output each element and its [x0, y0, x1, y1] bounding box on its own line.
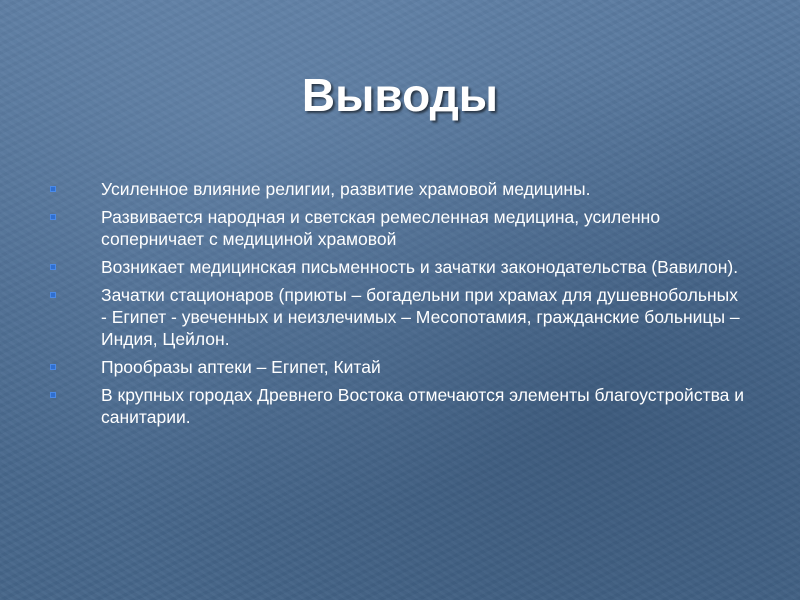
bullet-item	[48, 178, 748, 200]
slide-title: Выводы	[301, 69, 499, 121]
bullet-text: В крупных городах Древнего Востока отмечаются элементы благоустройства и санитарии.	[101, 385, 745, 427]
square-bullet-icon	[50, 364, 56, 370]
bullet-text: Прообразы аптеки – Египет, Китай	[101, 357, 381, 377]
bullet-text: Возникает медицинская письменность и зачатки законодательства (Вавилон).	[101, 257, 739, 277]
bullet-item	[48, 206, 748, 250]
square-bullet-icon	[50, 186, 56, 192]
bullet-item	[48, 284, 748, 350]
square-bullet-icon	[50, 214, 56, 220]
bullet-item	[48, 356, 748, 378]
square-bullet-icon	[50, 392, 56, 398]
bullet-item	[48, 256, 748, 278]
bullet-text: Усиленное влияние религии, развитие храмовой медицины.	[101, 179, 591, 199]
square-bullet-icon	[50, 264, 56, 270]
bullet-item	[48, 384, 748, 428]
bullet-text: Зачатки стационаров (приюты – богадельни при храмах для душевнобольных - Египет - увеченных и неизлечимых – Месопотамия, гражданские больницы – Индия, Цейлон.	[101, 285, 740, 349]
bullet-text: Развивается народная и светская ремесленная медицина, усиленно соперничает с медициной храмовой	[101, 207, 661, 249]
bullet-list	[48, 178, 748, 434]
square-bullet-icon	[50, 292, 56, 298]
